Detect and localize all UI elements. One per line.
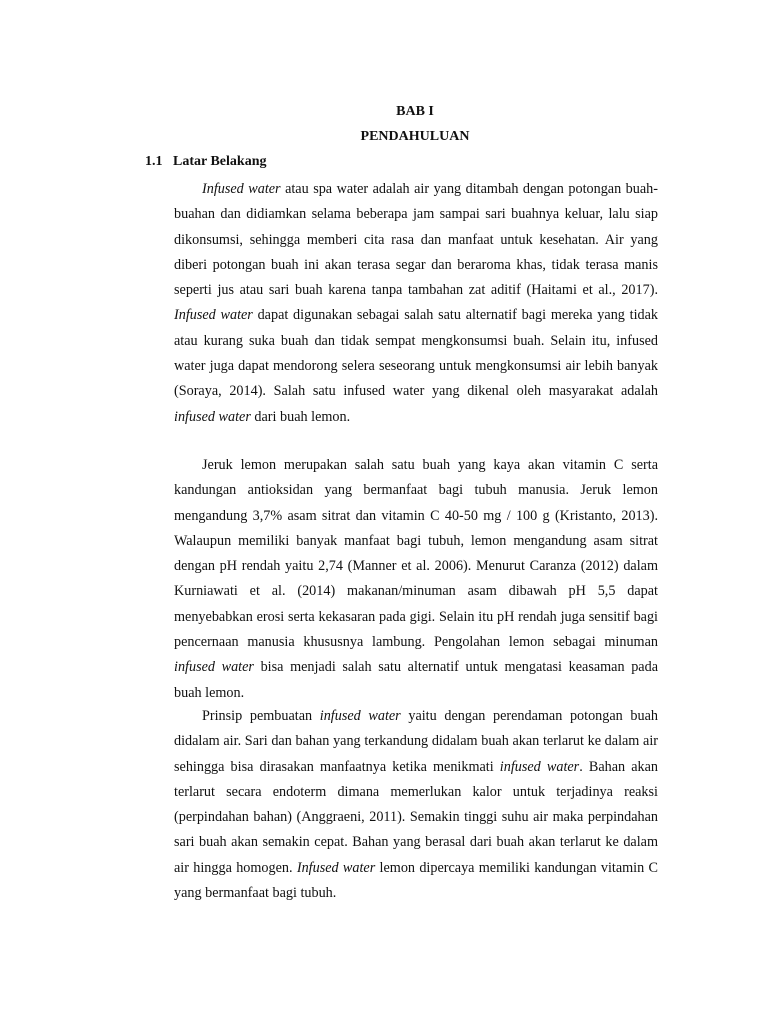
chapter-label: BAB I [396,104,434,119]
text-run: lemon dipercaya memiliki kandungan vitamin C yang bermanfaat bagi tubuh. [174,859,658,902]
section-heading [145,154,266,170]
italic-term: infused water [319,708,401,724]
paragraph-1 [174,177,658,430]
text-run: dari buah lemon. [250,408,351,425]
section-title: Latar Belakang [173,154,267,169]
text-run: . Bahan akan terlarut secara endoterm dimana memerlukan kalor untuk terjadinya reaksi (perpindahan bahan) (Anggraeni, 2011). Semakin tinggi suhu air maka perpindahan sari buah akan semakin cepat. Bahan yang berasal dari buah akan terlarut ke dalam air hingga homogen. [174,758,658,876]
text-run: Prinsip pembuatan [202,708,320,724]
italic-term: Infused water [202,181,281,197]
italic-term: infused water [174,408,251,425]
italic-term: Infused water [296,859,376,876]
text-run: dapat digunakan sebagai salah satu alternatif bagi mereka yang tidak atau kurang suka buah dan tidak sempat mengkonsumsi buah. Selain itu, infused water juga dapat mendorong selera seseorang untuk mengkonsumsi air lebih banyak (Soraya, 2014). Salah satu infused water yang dikenal oleh masyarakat adalah [174,307,659,400]
paragraph-2 [174,453,658,706]
paragraph-3 [174,704,658,906]
italic-term: infused water [174,659,254,676]
section-number: 1.1 [145,154,163,169]
italic-term: infused water [499,758,580,775]
text-run: yaitu dengan perendaman potongan buah didalam air. Sari dan bahan yang terkandung didalam buah akan terlarut ke dalam air sehingga bisa dirasakan manfaatnya ketika menikmati [174,708,658,775]
italic-term: Infused water [174,307,253,324]
text-run: atau spa water adalah air yang ditambah dengan potongan buah-buahan dan didiamkan selama beberapa jam sampai sari buahnya keluar, lalu siap dikonsumsi, sehingga memberi cita rasa dan manfaat untuk kesehatan. Air yang diberi potongan buah ini akan terasa segar dan beraroma khas, tidak terasa manis seperti jus atau sari buah karena tanpa tambahan zat aditif (Haitami et al., 2017). [174,181,658,299]
text-run: Jeruk lemon merupakan salah satu buah yang kaya akan vitamin C serta kandungan antioksidan yang bermanfaat bagi tubuh manusia. Jeruk lemon mengandung 3,7% asam sitrat dan vitamin C 40-50 mg / 100 g (Kristanto, 2013). Walaupun memiliki banyak manfaat bagi tubuh, lemon mengandung asam sitrat dengan pH rendah yaitu 2,74 (Manner et al. 2006). Menurut Caranza (2012) dalam Kurniawati et al. (2014) makanan/minuman asam dibawah pH 5,5 dapat menyebabkan erosi serta kekasaran pada gigi. Selain itu pH rendah juga sensitif bagi pencernaan manusia khususnya lambung. Pengolahan lemon sebagai minuman [174,457,658,651]
text-run: bisa menjadi salah satu alternatif untuk mengatasi keasaman pada buah lemon. [174,659,658,701]
chapter-title: PENDAHULUAN [360,129,470,144]
